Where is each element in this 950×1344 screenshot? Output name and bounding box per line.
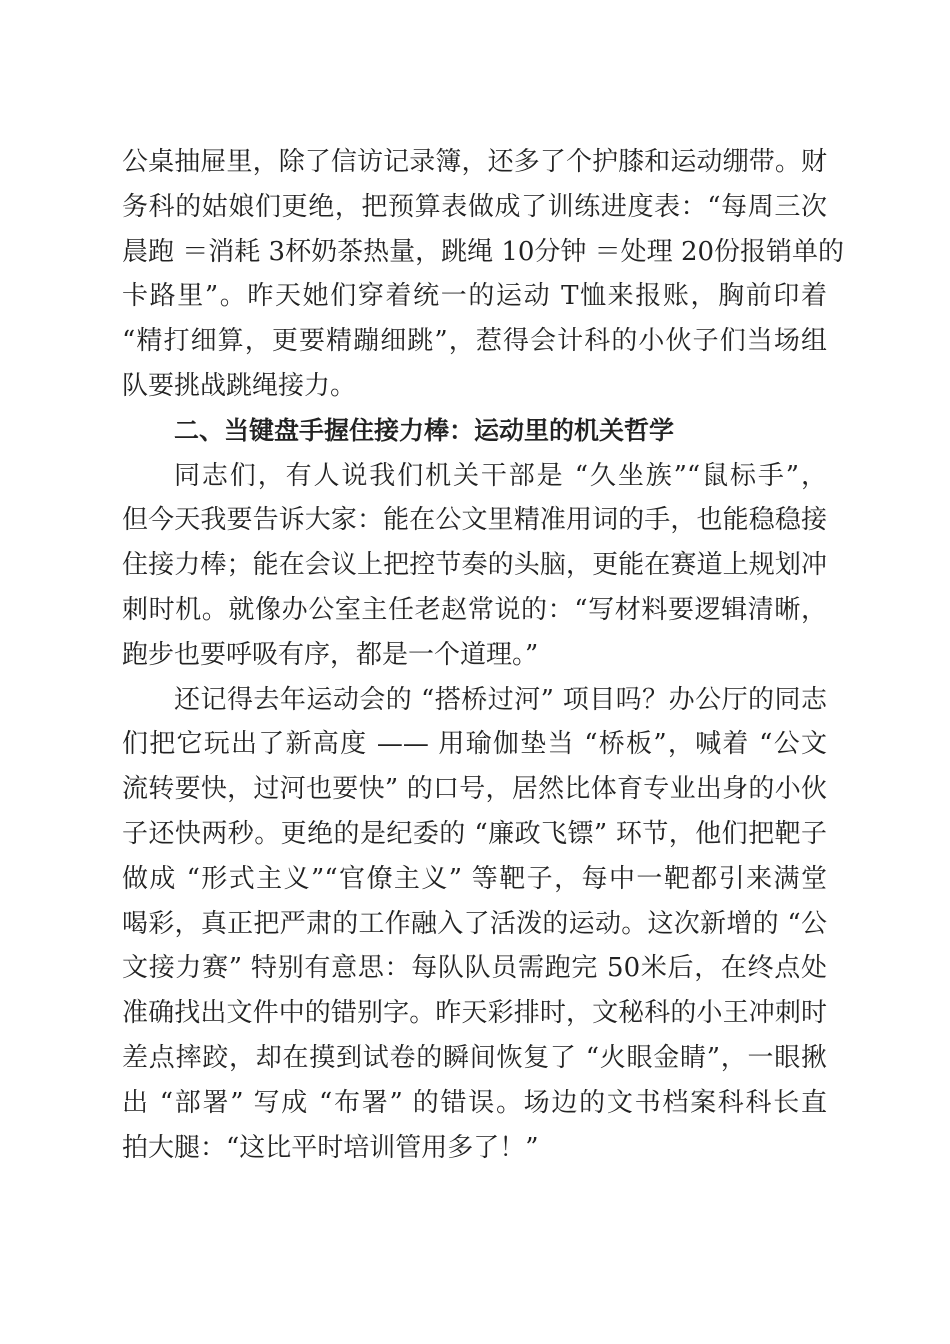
text-line: 做成 “形式主义”“官僚主义” 等靶子，每中一靶都引来满堂 (122, 863, 827, 894)
text-line: 准确找出文件中的错别字。昨天彩排时，文秘科的小王冲刺时 (122, 998, 827, 1029)
text-line: “精打细算，更要精蹦细跳”，惹得会计科的小伙子们当场组 (122, 326, 827, 357)
text-line: 出 “部署” 写成 “布署” 的错误。场边的文书档案科科长直 (122, 1087, 827, 1118)
text-line: 们把它玩出了新高度 —— 用瑜伽垫当 “桥板”，喊着 “公文 (122, 729, 827, 760)
paragraph-2 (122, 454, 827, 678)
text-line: 公桌抽屉里，除了信访记录簿，还多了个护膝和运动绷带。财 (122, 147, 827, 177)
text-line: 同志们，有人说我们机关干部是 “久坐族”“鼠标手”， (174, 460, 827, 491)
text-line: 卡路里”。昨天她们穿着统一的运动 T恤来报账，胸前印着 (122, 281, 827, 312)
text-line: 刺时机。就像办公室主任老赵常说的：“写材料要逻辑清晰， (122, 594, 827, 625)
text-line: 晨跑 ＝消耗 3杯奶茶热量，跳绳 10分钟 ＝处理 20份报销单的 (122, 236, 845, 267)
text-line: 文接力赛” 特别有意思：每队队员需跑完 50米后，在终点处 (122, 953, 827, 984)
text-line: 还记得去年运动会的 “搭桥过河” 项目吗？办公厅的同志 (174, 684, 827, 715)
text-line: 流转要快，过河也要快” 的口号，居然比体育专业出身的小伙 (122, 774, 827, 805)
paragraph-1 (122, 140, 845, 409)
text-line: 拍大腿：“这比平时培训管用多了！” (122, 1132, 539, 1163)
text-line: 住接力棒；能在会议上把控节奏的头脑，更能在赛道上规划冲 (122, 550, 827, 581)
text-line: 喝彩，真正把严肃的工作融入了活泼的运动。这次新增的 “公 (122, 908, 827, 939)
text-line: 务科的姑娘们更绝，把预算表做成了训练进度表：“每周三次 (122, 191, 827, 222)
text-line: 队要挑战跳绳接力。 (122, 370, 357, 401)
text-line: 但今天我要告诉大家：能在公文里精准用词的手，也能稳稳接 (122, 505, 827, 536)
text-line: 跑步也要呼吸有序，都是一个道理。” (122, 639, 539, 670)
text-line: 子还快两秒。更绝的是纪委的 “廉政飞镖” 环节，他们把靶子 (122, 818, 827, 849)
section-heading: 二、当键盘手握住接力棒：运动里的机关哲学 (174, 415, 675, 445)
text-line: 差点摔跤，却在摸到试卷的瞬间恢复了 “火眼金睛”，一眼揪 (122, 1042, 827, 1073)
document-body (122, 140, 845, 1170)
paragraph-3 (122, 678, 827, 1171)
